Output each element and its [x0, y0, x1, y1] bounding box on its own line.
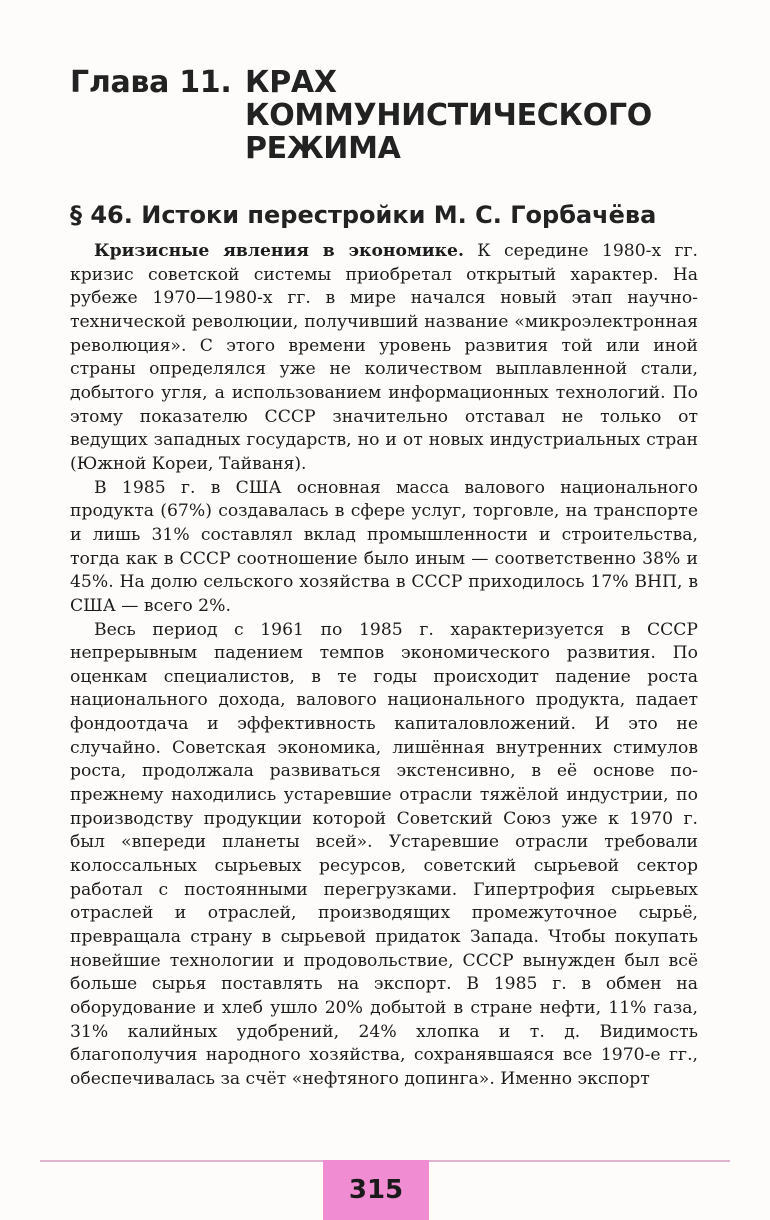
paragraph: Весь период с 1961 по 1985 г. характеризуется в СССР непрерывным падением темпов экономического развития. По оценкам специалистов, в те годы происходит падение роста национального дохода, валового национального продукта, падает фондоотдача и эффективность капиталовложений. И это не случайно. Советская экономика, лишённая внутренних стимулов роста, продолжала развиваться экстенсивно, в её основе по-прежнему находились устаревшие отрасли тяжёлой индустрии, по производству продукции которой Советский Союз уже к 1970 г. был «впереди планеты всей». Устаревшие отрасли требовали колоссальных сырьевых ресурсов, советский сырьевой сектор работал с постоянными перегрузками. Гипертрофия сырьевых отраслей и отраслей, производящих промежуточное сырьё, превращала страну в сырьевой придаток Запада. Чтобы покупать новейшие технологии и продовольствие, СССР вынужден был всё больше сырья поставлять на экспорт. В 1985 г. в обмен на оборудование и хлеб ушло 20% добытой в стране нефти, 11% газа, 31% калийных удобрений, 24% хлопка и т. д. Видимость благополучия народного хозяйства, сохранявшаяся все 1970-е гг., обеспечивалась за счёт «нефтяного допинга». Именно экспорт [70, 619, 698, 1089]
chapter-title-line: КОММУНИСТИЧЕСКОГО [245, 98, 652, 133]
page-number: 315 [348, 1175, 404, 1205]
section-title: § 46. Истоки перестройки М. С. Горбачёва [70, 201, 657, 229]
chapter-title-line: РЕЖИМА [245, 131, 401, 166]
chapter-title-line: КРАХ [245, 65, 337, 100]
page-number-box [323, 1160, 429, 1220]
paragraph: В 1985 г. в США основная масса валового национального продукта (67%) создавалась в сфере услуг, торговле, на транспорте и лишь 31% составлял вклад промышленности и строительства, тогда как в СССР соотношение было иным — соответственно 38% и 45%. На долю сельского хозяйства в СССР приходилось 17% ВНП, в США — всего 2%. [70, 477, 698, 616]
paragraph [70, 240, 698, 477]
chapter-title [245, 66, 652, 165]
body-text [70, 240, 698, 1092]
paragraph-text: К середине 1980-х гг. кризис советской системы приобретал открытый характер. На рубеже 1970—1980-х гг. в мире начался новый этап научно-технической революции, получивший название «микроэлектронная революция». С этого времени уровень развития той или иной страны определялся уже не количеством выплавленной стали, добытого угля, а использованием информационных технологий. По этому показателю СССР значительно отставал не только от ведущих западных государств, но и от новых индустриальных стран (Южной Кореи, Тайваня). [70, 241, 698, 474]
paragraph-heading: Кризисные явления в экономике. [94, 241, 464, 261]
chapter-label: Глава 11. [70, 65, 232, 100]
